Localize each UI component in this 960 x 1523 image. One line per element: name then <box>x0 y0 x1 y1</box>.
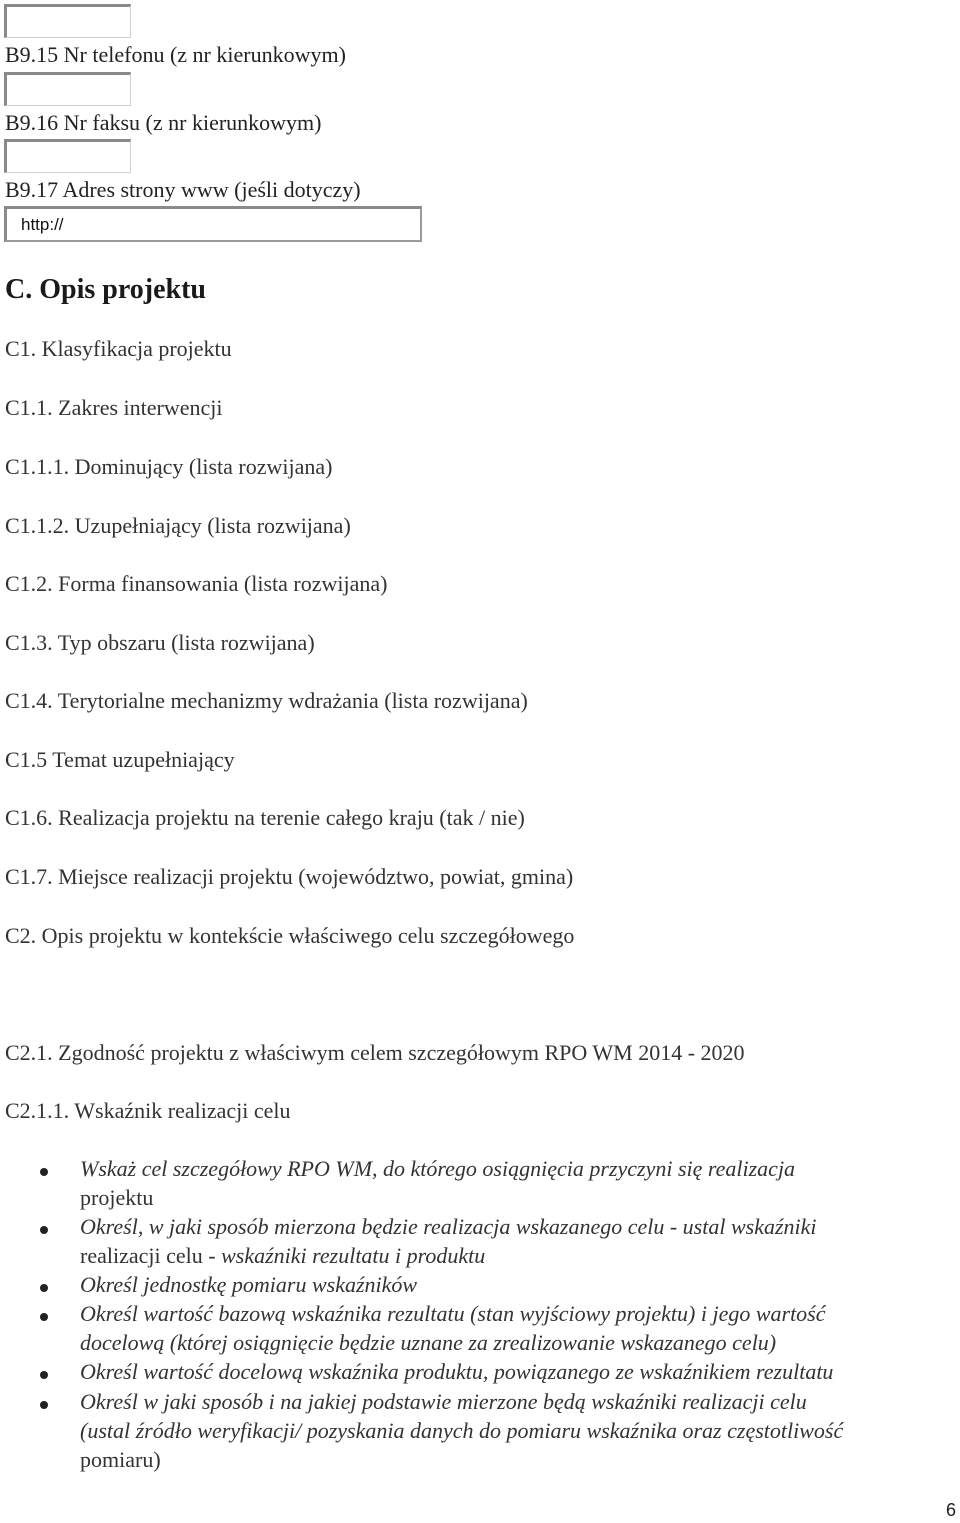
bullet-text: Wskaż cel szczegółowy RPO WM, do którego osiągnięcia przyczyni się realizacja projektu <box>80 1156 796 1210</box>
item-c2: C2. Opis projektu w kontekście właściwego celu szczegółowego <box>5 923 575 948</box>
bullet-dot <box>40 1401 48 1409</box>
www-input[interactable]: http:// <box>4 206 422 242</box>
bullet-text: Określ, w jaki sposób mierzona będzie realizacja wskazanego celu - ustal wskaźniki realizacji celu - wskaźniki rezultatu i produktu <box>80 1214 817 1268</box>
bullet-dot <box>40 1226 48 1234</box>
item-c1-2: C1.2. Forma finansowania (lista rozwijana) <box>5 571 388 596</box>
bullet-dot <box>40 1313 48 1321</box>
item-c1-4: C1.4. Terytorialne mechanizmy wdrażania (lista rozwijana) <box>5 688 528 713</box>
bullet-dot <box>40 1284 48 1292</box>
item-c1-1-1: C1.1.1. Dominujący (lista rozwijana) <box>5 454 333 479</box>
item-c1-7: C1.7. Miejsce realizacji projektu (województwo, powiat, gmina) <box>5 864 574 889</box>
fax-label: B9.16 Nr faksu (z nr kierunkowym) <box>5 110 322 135</box>
item-c1-3: C1.3. Typ obszaru (lista rozwijana) <box>5 630 315 655</box>
www-label: B9.17 Adres strony www (jeśli dotyczy) <box>5 177 361 202</box>
section-title: C. Opis projektu <box>5 274 206 305</box>
bullet-text: Określ wartość bazową wskaźnika rezultatu (stan wyjściowy projektu) i jego wartość docelową (której osiągnięcie będzie uznane za zrealizowanie wskazanego celu) <box>80 1301 826 1355</box>
bullet-text: Określ w jaki sposób i na jakiej podstawie mierzone będą wskaźniki realizacji celu (ustal źródło weryfikacji/ pozyskania danych do pomiaru wskaźnika oraz częstotliwość pomiaru) <box>80 1389 844 1472</box>
page-number: 6 <box>945 1500 956 1520</box>
item-c1-1: C1.1. Zakres interwencji <box>5 395 223 420</box>
item-c2-1-1: C2.1.1. Wskaźnik realizacji celu <box>5 1098 291 1123</box>
field-top[interactable] <box>4 4 131 38</box>
phone-label: B9.15 Nr telefonu (z nr kierunkowym) <box>5 42 346 67</box>
bullet-dot <box>40 1371 48 1379</box>
item-c2-1: C2.1. Zgodność projektu z właściwym celem szczegółowym RPO WM 2014 - 2020 <box>5 1040 745 1065</box>
bullet-text: Określ wartość docelową wskaźnika produktu, powiązanego ze wskaźnikiem rezultatu <box>80 1359 834 1384</box>
item-c1: C1. Klasyfikacja projektu <box>5 336 232 361</box>
bullet-dot <box>40 1168 48 1176</box>
item-c1-5: C1.5 Temat uzupełniający <box>5 747 235 772</box>
item-c1-6: C1.6. Realizacja projektu na terenie całego kraju (tak / nie) <box>5 805 525 830</box>
bullet-text: Określ jednostkę pomiaru wskaźników <box>80 1272 418 1297</box>
fax-input[interactable] <box>4 139 131 173</box>
item-c1-1-2: C1.1.2. Uzupełniający (lista rozwijana) <box>5 513 351 538</box>
phone-input[interactable] <box>4 72 131 106</box>
